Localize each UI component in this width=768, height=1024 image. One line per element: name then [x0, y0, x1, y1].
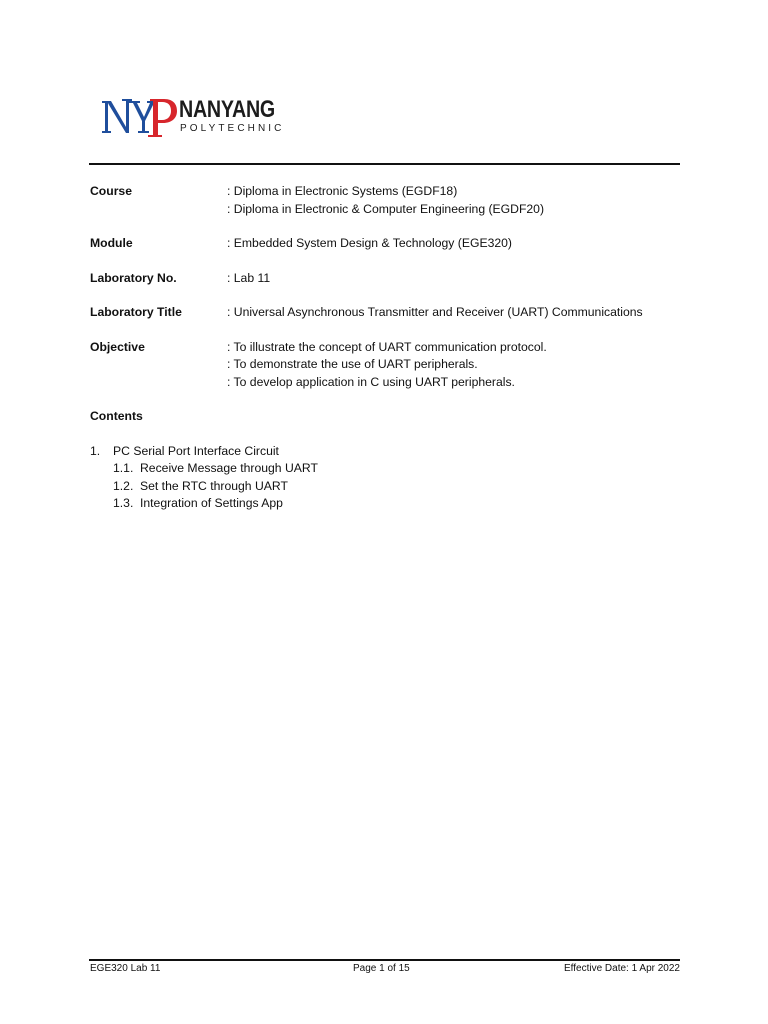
field-line: : To develop application in C using UART peripherals. — [227, 374, 515, 389]
field-laboratory-no — [90, 270, 690, 288]
item-text: PC Serial Port Interface Circuit — [113, 443, 279, 458]
header-divider — [89, 163, 680, 165]
subitem-text: Receive Message through UART — [140, 461, 318, 475]
field-course — [90, 183, 690, 218]
field-line: : Universal Asynchronous Transmitter and Receiver (UART) Communications — [227, 305, 643, 319]
contents-heading: Contents — [90, 409, 143, 423]
field-objective — [90, 339, 690, 392]
field-module — [90, 235, 690, 253]
footer-doc-id: EGE320 Lab 11 — [90, 963, 161, 974]
footer-divider — [89, 959, 680, 961]
field-label: Course — [90, 184, 132, 198]
field-value — [227, 183, 690, 218]
subitem-number: 1.1. — [113, 461, 134, 475]
item-number: 1. — [90, 443, 101, 458]
field-line: : Lab 11 — [227, 270, 271, 285]
contents-item — [90, 443, 318, 461]
contents-subitem — [90, 478, 318, 496]
field-value — [227, 235, 690, 253]
field-line: : Embedded System Design & Technology (EGE320) — [227, 236, 512, 250]
subitem-number: 1.3. — [113, 496, 134, 510]
subitem-text: Set the RTC through UART — [140, 478, 288, 493]
field-line: : Diploma in Electronic Systems (EGDF18) — [227, 184, 458, 198]
logo-wordmark: NANYANG — [179, 96, 275, 123]
field-label: Laboratory Title — [90, 305, 182, 319]
logo-subtitle: POLYTECHNIC — [180, 123, 285, 134]
subitem-number: 1.2. — [113, 478, 134, 493]
field-line: : To demonstrate the use of UART peripherals. — [227, 357, 478, 371]
field-label: Module — [90, 236, 133, 250]
field-label: Objective — [90, 339, 145, 354]
field-label: Laboratory No. — [90, 270, 177, 285]
field-value — [227, 270, 690, 288]
footer-page-number: Page 1 of 15 — [353, 963, 410, 974]
footer-effective-date: Effective Date: 1 Apr 2022 — [563, 963, 680, 974]
field-value — [227, 339, 690, 392]
field-line: : Diploma in Electronic & Computer Engineering (EGDF20) — [227, 201, 545, 216]
page-footer — [90, 962, 680, 976]
field-laboratory-title — [90, 304, 690, 322]
field-value — [227, 304, 690, 322]
nyp-monogram — [102, 95, 178, 139]
nyp-logo — [102, 95, 302, 141]
field-line: : To illustrate the concept of UART communication protocol. — [227, 339, 547, 354]
subitem-text: Integration of Settings App — [140, 496, 283, 510]
contents-section — [90, 408, 318, 513]
contents-subitem — [90, 460, 318, 478]
lab-info — [90, 183, 690, 408]
contents-subitem — [90, 495, 318, 513]
